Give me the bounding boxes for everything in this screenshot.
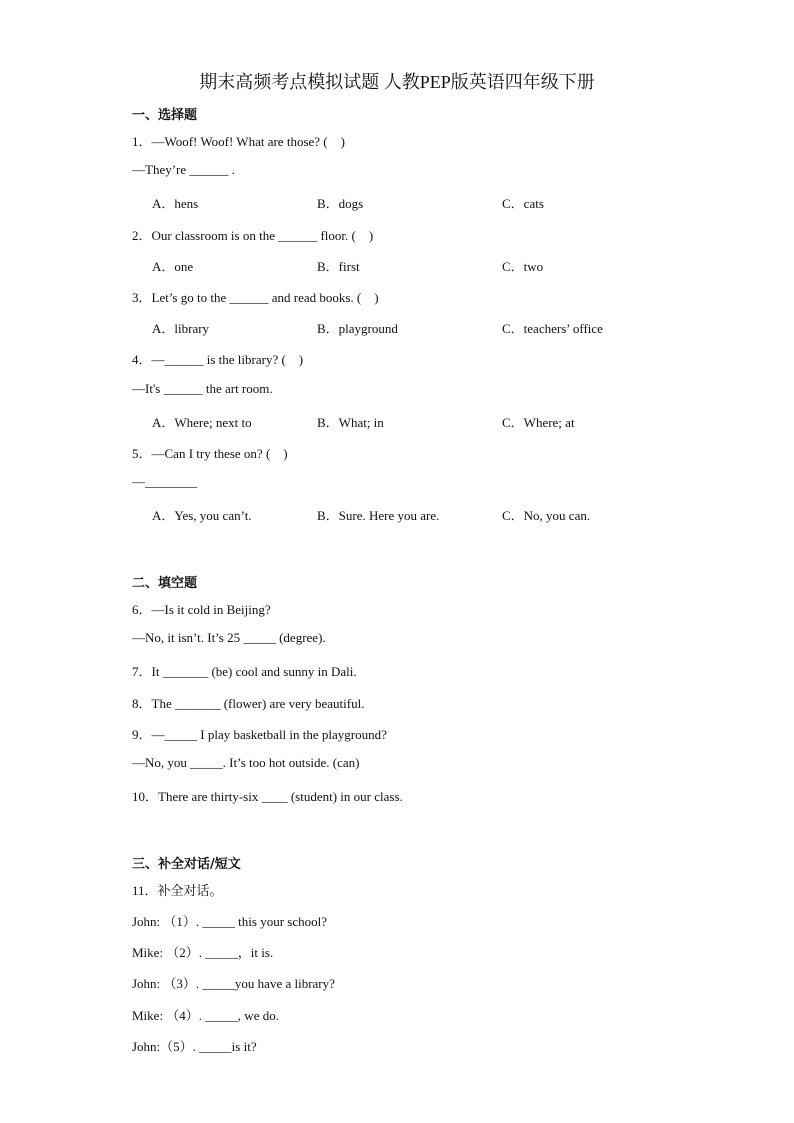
question-3-stem: 3．Let’s go to the ______ and read books. ( ) — [132, 290, 379, 305]
dialogue-line-2: Mike: （2）. _____，it is. — [132, 945, 274, 960]
question-11-stem: 11．补全对话。 — [132, 883, 223, 898]
question-3-option-a: A．library — [152, 321, 210, 336]
question-7: 7．It _______ (be) cool and sunny in Dali. — [132, 664, 357, 679]
dialogue-line-4: Mike: （4）. _____, we do. — [132, 1008, 279, 1023]
dialogue-line-1: John: （1）. _____ this your school? — [132, 914, 327, 929]
question-9-line-1: 9．—_____ I play basketball in the playground? — [132, 727, 387, 742]
question-4-sub: —It's ______ the art room. — [132, 381, 273, 396]
question-2-option-b: B．first — [317, 259, 360, 274]
question-5-stem: 5．—Can I try these on? ( ) — [132, 446, 288, 461]
question-5-option-c: C．No, you can. — [502, 508, 591, 523]
page-title: 期末高频考点模拟试题 人教PEP版英语四年级下册 — [199, 72, 595, 92]
question-4-option-b: B．What; in — [317, 415, 384, 430]
question-4-stem: 4．—______ is the library? ( ) — [132, 352, 304, 367]
dialogue-line-3: John: （3）. _____you have a library? — [132, 976, 335, 991]
question-9-line-2: —No, you _____. It’s too hot outside. (can) — [132, 755, 360, 770]
question-4-option-a: A．Where; next to — [152, 415, 252, 430]
question-1-option-b: B．dogs — [317, 196, 364, 211]
question-1-stem: 1．—Woof! Woof! What are those? ( ) — [132, 134, 345, 149]
question-8: 8．The _______ (flower) are very beautiful. — [132, 696, 365, 711]
section-heading-fill: 二、填空题 — [132, 576, 198, 591]
question-5-option-a: A．Yes, you can’t. — [152, 508, 252, 523]
question-2-option-c: C．two — [502, 259, 544, 274]
question-2-stem: 2．Our classroom is on the ______ floor. ( ) — [132, 228, 374, 243]
question-2-option-a: A．one — [152, 259, 194, 274]
question-6-line-2: —No, it isn’t. It’s 25 _____ (degree). — [132, 630, 326, 645]
question-5-option-b: B．Sure. Here you are. — [317, 508, 440, 523]
section-heading-choice: 一、选择题 — [132, 108, 198, 123]
dialogue-line-5: John:（5）. _____is it? — [132, 1039, 257, 1054]
question-6-line-1: 6．—Is it cold in Beijing? — [132, 602, 271, 617]
question-1-option-c: C．cats — [502, 196, 544, 211]
question-3-option-c: C．teachers’ office — [502, 321, 603, 336]
question-5-sub: —________ — [132, 474, 197, 489]
question-10: 10．There are thirty-six ____ (student) in our class. — [132, 789, 403, 804]
question-1-sub: —They’re ______ . — [132, 162, 235, 177]
question-3-option-b: B．playground — [317, 321, 398, 336]
question-1-option-a: A．hens — [152, 196, 199, 211]
section-heading-dialogue: 三、补全对话/短文 — [132, 857, 241, 872]
question-4-option-c: C．Where; at — [502, 415, 575, 430]
